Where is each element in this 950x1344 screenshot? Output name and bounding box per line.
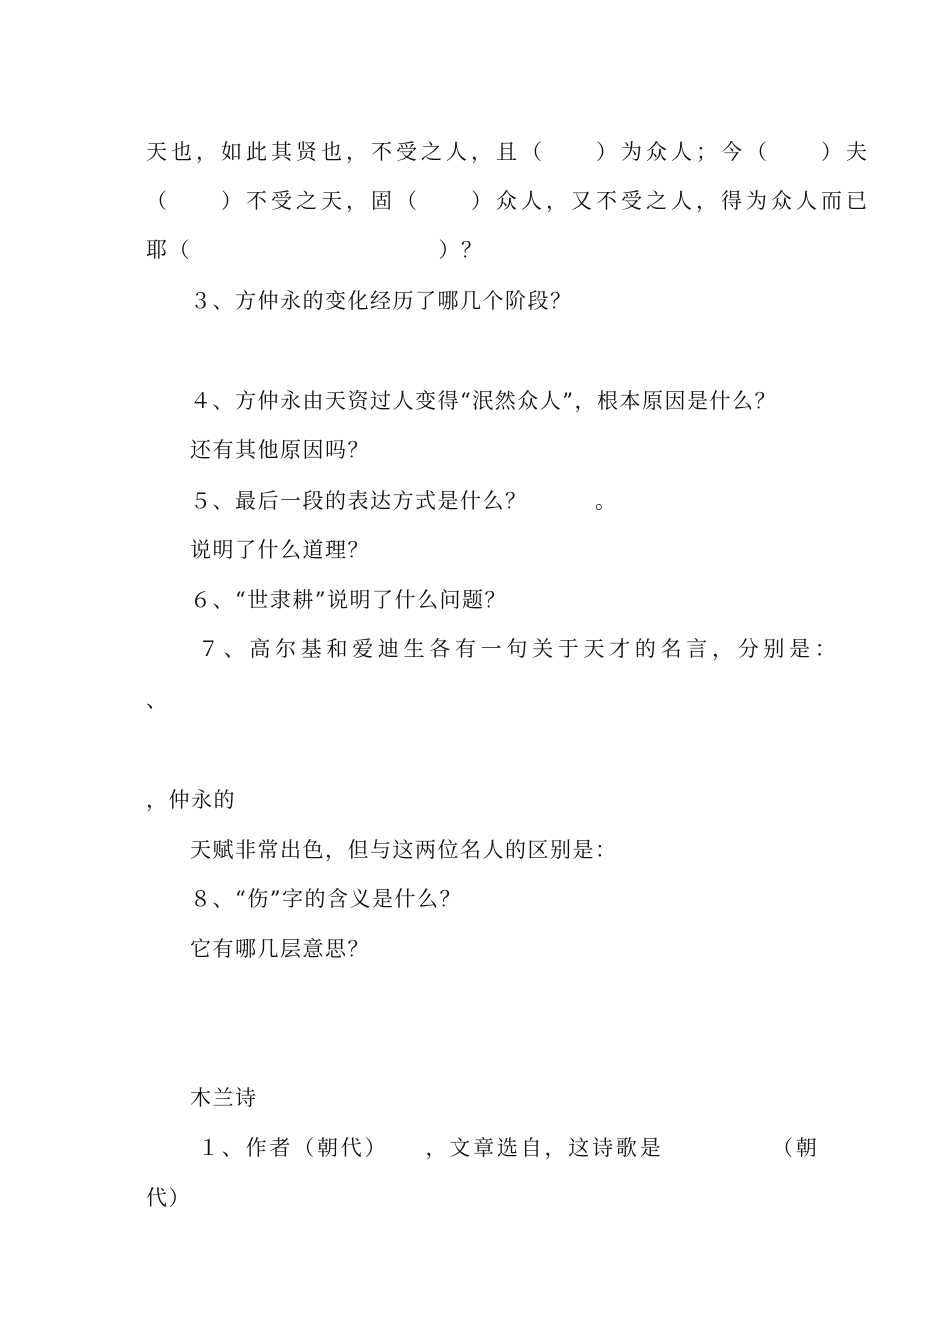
question-5-followup: 说明了什么道理？ [190, 538, 370, 562]
section-title-mulan: 木兰诗 [190, 1086, 258, 1110]
question-8: ８、“伤”字的含义是什么？ [190, 887, 462, 911]
question-5: ５、最后一段的表达方式是什么？ 。 [190, 489, 618, 513]
mulan-question-1: １、作者（朝代） ，文章选自，这诗歌是 （朝 [198, 1136, 820, 1160]
question-4-followup: 还有其他原因吗？ [190, 438, 370, 462]
mulan-question-1-cont: 代） [146, 1186, 191, 1210]
question-8-followup: 它有哪几层意思？ [190, 937, 370, 961]
question-7-followup: 天赋非常出色，但与这两位名人的区别是： [190, 838, 618, 862]
question-7: ７、高尔基和爱迪生各有一句关于天才的名言，分别是： [198, 637, 841, 661]
question-4: ４、方仲永由天资过人变得“泯然众人”，根本原因是什么？ [190, 389, 777, 413]
text-line-comma: 、 [146, 688, 167, 712]
text-line-2: （ ）不受之天，固（ ）众人，又不受之人，得为众人而已 [146, 189, 871, 213]
text-line-3: 耶（ ）？ [146, 238, 484, 262]
question-3: ３、方仲永的变化经历了哪几个阶段？ [190, 289, 573, 313]
text-line-1: 天也，如此其贤也，不受之人，且（ ）为众人；今（ ）夫 [146, 140, 871, 164]
text-line-zhongyong: ，仲永的 [146, 788, 236, 812]
question-6: ６、“世隶耕”说明了什么问题？ [190, 588, 507, 612]
